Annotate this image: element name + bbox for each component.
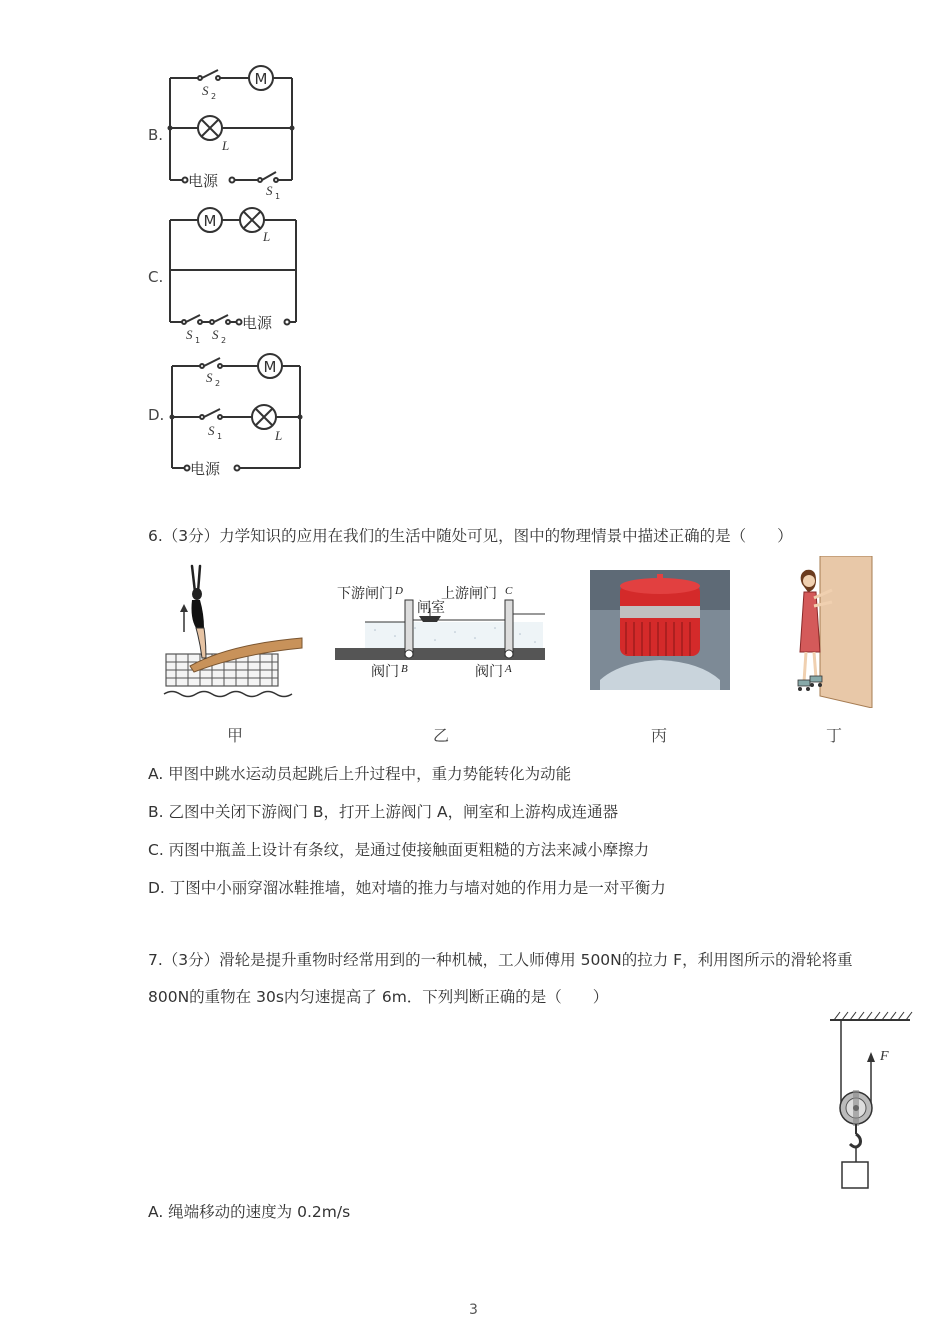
svg-text:M: M [263,358,277,376]
svg-text:阀门: 阀门 [371,664,399,680]
q6-option-c: C. 丙图中瓶盖上设计有条纹，是通过使接触面更粗糙的方法来减小摩擦力 [148,841,650,859]
caption-yi: 乙 [433,726,450,745]
svg-text:闸室: 闸室 [417,600,445,616]
svg-text:L: L [275,428,283,443]
figure-jia-diver [160,562,305,702]
force-label: F [880,1049,889,1064]
svg-text:2: 2 [215,379,221,388]
svg-text:1: 1 [217,432,223,441]
svg-text:S: S [186,327,193,342]
svg-text:A: A [505,663,512,675]
option-b-label: B. [148,126,164,144]
page-number: 3 [469,1302,478,1318]
power-source-label: 电源 [190,460,221,478]
svg-text:B: B [401,663,408,675]
svg-text:M: M [203,212,217,230]
power-source-label: 电源 [188,172,219,190]
svg-text:S: S [206,370,213,385]
circuit-b-diagram [160,60,310,205]
pulley-diagram [828,1010,913,1195]
circuit-d-diagram [162,350,312,485]
svg-text:C: C [505,585,513,597]
svg-text:D: D [395,585,403,597]
svg-text:S: S [266,183,273,198]
q6-option-a: A. 甲图中跳水运动员起跳后上升过程中，重力势能转化为动能 [148,765,572,783]
caption-jia: 甲 [227,726,244,745]
svg-text:2: 2 [221,336,227,345]
svg-text:1: 1 [195,336,201,345]
svg-text:下游闸门: 下游闸门 [337,586,393,602]
figure-bing-bottle-cap [590,570,730,690]
motor-label: M [254,70,268,88]
svg-text:阀门: 阀门 [475,664,503,680]
svg-text:L: L [263,229,271,244]
svg-text:S: S [212,327,219,342]
q6-option-d: D. 丁图中小丽穿溜冰鞋推墙，她对墙的推力与墙对她的作用力是一对平衡力 [148,879,666,897]
option-d-label: D. [148,406,165,424]
caption-ding: 丁 [826,726,843,745]
question-7-stem-line2: 800N的重物在 30s内匀速提高了 6m．下列判断正确的是（ ） [148,988,609,1006]
svg-text:L: L [222,138,230,153]
power-source-label: 电源 [242,314,273,332]
svg-text:2: 2 [211,92,217,101]
svg-text:S: S [208,423,215,438]
figure-ding-girl-push-wall [790,556,875,708]
question-7-stem-line1: 7.（3分）滑轮是提升重物时经常用到的一种机械，工人师傅用 500N的拉力 F，利用图所示的滑轮将重 [148,951,853,969]
question-6-stem: 6.（3分）力学知识的应用在我们的生活中随处可见，图中的物理情景中描述正确的是（ ） [148,527,793,545]
svg-text:1: 1 [275,192,281,201]
q7-option-a: A. 绳端移动的速度为 0.2m/s [148,1203,351,1221]
option-c-label: C. [148,268,164,286]
figure-yi-ship-lock [335,578,545,688]
caption-bing: 丙 [651,726,668,745]
q6-option-b: B. 乙图中关闭下游阀门 B，打开上游阀门 A，闸室和上游构成连通器 [148,803,619,821]
svg-text:S: S [202,83,209,98]
circuit-c-diagram [160,202,310,347]
svg-text:上游闸门: 上游闸门 [441,586,497,602]
